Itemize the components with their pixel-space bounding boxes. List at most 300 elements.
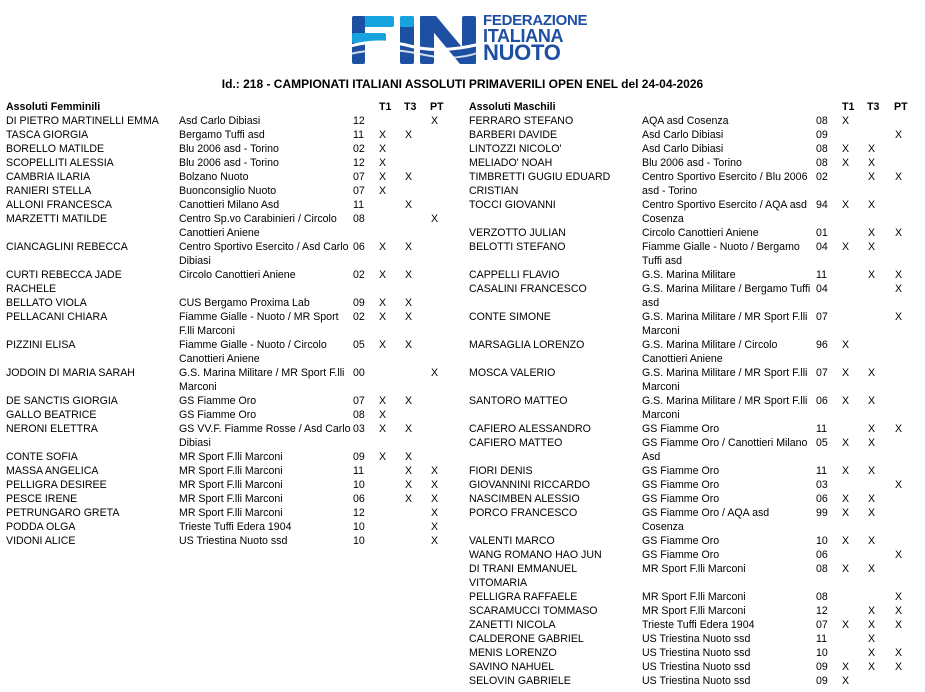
athlete-name: SAVINO NAHUEL [469, 661, 555, 673]
table-row [6, 240, 446, 268]
athlete-name: WANG ROMANO HAO JUN [469, 549, 602, 561]
birth-year: 10 [353, 535, 365, 547]
mark-t1: X [842, 143, 850, 155]
club-name: US Triestina Nuoto ssd [642, 661, 751, 673]
athlete-name: GIOVANNINI RICCARDO [469, 479, 591, 491]
mark-t1: X [842, 115, 850, 127]
birth-year: 99 [816, 507, 828, 519]
club-name: Canottieri Milano Asd [179, 199, 280, 211]
table-row [6, 492, 446, 506]
table-row [469, 646, 919, 660]
birth-year: 02 [816, 171, 828, 183]
table-row [6, 198, 446, 212]
birth-year: 11 [353, 465, 364, 477]
mark-t1: X [842, 535, 850, 547]
club-name: US Triestina Nuoto ssd [642, 647, 751, 659]
birth-year: 03 [353, 423, 365, 435]
athlete-name: CALDERONE GABRIEL [469, 633, 584, 645]
table-row [6, 450, 446, 464]
table-row [469, 142, 919, 156]
athlete-name: TASCA GIORGIA [6, 129, 89, 141]
birth-year: 01 [816, 227, 828, 239]
club-name: GS Fiamme Oro / AQA asd Cosenza [642, 507, 770, 533]
birth-year: 10 [816, 647, 828, 659]
table-row [6, 464, 446, 478]
mark-t1: X [379, 157, 387, 169]
mark-t3: X [405, 311, 413, 323]
mark-t1: X [842, 157, 850, 169]
athlete-name: BORELLO MATILDE [6, 143, 105, 155]
table-row [469, 632, 919, 646]
club-name: G.S. Marina Militare [642, 269, 736, 281]
club-name: Trieste Tuffi Edera 1904 [179, 521, 292, 533]
birth-year: 10 [353, 479, 365, 491]
club-name: Fiamme Gialle - Nuoto / MR Sport F.lli Marconi [179, 311, 339, 337]
female-rows [6, 114, 446, 548]
birth-year: 11 [816, 269, 827, 281]
table-row [6, 366, 446, 394]
mark-t3: X [868, 199, 876, 211]
athlete-name: PIZZINI ELISA [6, 339, 76, 351]
club-name: GS Fiamme Oro [642, 479, 720, 491]
birth-year: 12 [353, 157, 365, 169]
club-name: MR Sport F.lli Marconi [642, 605, 746, 617]
athlete-name: CASALINI FRANCESCO [469, 283, 587, 295]
athlete-name: SCARAMUCCI TOMMASO [469, 605, 598, 617]
athlete-name: CONTE SIMONE [469, 311, 551, 323]
birth-year: 12 [353, 507, 365, 519]
male-rows [469, 114, 919, 688]
club-name: Asd Carlo Dibiasi [642, 143, 724, 155]
birth-year: 08 [816, 157, 828, 169]
athlete-name: ZANETTI NICOLA [469, 619, 556, 631]
mark-t3: X [405, 171, 413, 183]
table-row [469, 674, 919, 688]
birth-year: 08 [816, 115, 828, 127]
logo-line-nuoto: NUOTO [483, 40, 561, 65]
birth-year: 96 [816, 339, 828, 351]
table-row [6, 394, 446, 408]
athlete-name: NASCIMBEN ALESSIO [469, 493, 580, 505]
mark-pt: X [431, 507, 439, 519]
mark-pt: X [431, 367, 439, 379]
club-name: Asd Carlo Dibiasi [179, 115, 261, 127]
birth-year: 12 [816, 605, 828, 617]
athlete-name: PODDA OLGA [6, 521, 76, 533]
athlete-name: CAFIERO ALESSANDRO [469, 423, 591, 435]
mark-pt: X [895, 479, 903, 491]
mark-pt: X [895, 311, 903, 323]
athlete-name: FIORI DENIS [469, 465, 533, 477]
athlete-name: MELIADO' NOAH [469, 157, 553, 169]
athlete-name: PETRUNGARO GRETA [6, 507, 120, 519]
birth-year: 07 [816, 311, 828, 323]
mark-t1: X [379, 269, 387, 281]
mark-pt: X [431, 521, 439, 533]
table-row [469, 590, 919, 604]
birth-year: 11 [816, 633, 827, 645]
club-name: AQA asd Cosenza [642, 115, 729, 127]
logo-line-italiana: ITALIANA [483, 26, 564, 46]
mark-pt: X [895, 619, 903, 631]
birth-year: 06 [816, 493, 828, 505]
table-row [6, 184, 446, 198]
club-name: Circolo Canottieri Aniene [642, 227, 759, 239]
mark-pt: X [895, 591, 903, 603]
male-col-t3: T3 [867, 101, 880, 113]
club-name: GS Fiamme Oro [642, 465, 720, 477]
club-name: Bergamo Tuffi asd [179, 129, 265, 141]
mark-t1: X [379, 297, 387, 309]
mark-pt: X [895, 171, 903, 183]
mark-t3: X [868, 605, 876, 617]
athlete-name: BARBERI DAVIDE [469, 129, 558, 141]
athlete-name: PELLIGRA RAFFAELE [469, 591, 578, 603]
mark-t3: X [868, 227, 876, 239]
birth-year: 06 [816, 549, 828, 561]
table-row [6, 534, 446, 548]
club-name: Centro Sp.vo Carabinieri / Circolo Canottieri Aniene [179, 213, 337, 239]
table-row [6, 170, 446, 184]
birth-year: 07 [353, 171, 365, 183]
birth-year: 10 [816, 535, 828, 547]
mark-t1: X [379, 339, 387, 351]
birth-year: 02 [353, 143, 365, 155]
club-name: Centro Sportivo Esercito / Blu 2006 asd - Torino [642, 171, 808, 197]
birth-year: 03 [816, 479, 828, 491]
birth-year: 04 [816, 241, 828, 253]
table-row [469, 604, 919, 618]
athlete-name: VALENTI MARCO [469, 535, 555, 547]
mark-t1: X [379, 395, 387, 407]
female-table [6, 100, 446, 548]
birth-year: 11 [353, 199, 364, 211]
birth-year: 02 [353, 311, 365, 323]
table-row [469, 548, 919, 562]
athlete-name: JODOIN DI MARIA SARAH [6, 367, 135, 379]
mark-pt: X [431, 493, 439, 505]
athlete-name: DE SANCTIS GIORGIA [6, 395, 118, 407]
mark-t3: X [868, 171, 876, 183]
table-row [6, 338, 446, 366]
club-name: GS Fiamme Oro / Canottieri Milano Asd [642, 437, 808, 463]
mark-t3: X [868, 437, 876, 449]
club-name: G.S. Marina Militare / MR Sport F.lli Marconi [642, 395, 808, 421]
birth-year: 08 [816, 563, 828, 575]
birth-year: 05 [353, 339, 365, 351]
club-name: GS Fiamme Oro [642, 535, 720, 547]
table-row [6, 520, 446, 534]
mark-t3: X [405, 465, 413, 477]
birth-year: 08 [353, 213, 365, 225]
mark-t3: X [405, 297, 413, 309]
club-name: Fiamme Gialle - Nuoto / Bergamo Tuffi asd [642, 241, 800, 267]
male-table-header [469, 100, 919, 114]
table-row [6, 128, 446, 142]
athlete-name: PELLACANI CHIARA [6, 311, 108, 323]
club-name: Circolo Canottieri Aniene [179, 269, 296, 281]
mark-pt: X [431, 479, 439, 491]
mark-t3: X [405, 199, 413, 211]
female-col-t3: T3 [404, 101, 417, 113]
athlete-name: MENIS LORENZO [469, 647, 557, 659]
birth-year: 07 [816, 367, 828, 379]
athlete-name: GALLO BEATRICE [6, 409, 97, 421]
table-row [469, 226, 919, 240]
table-row [469, 422, 919, 436]
mark-t3: X [405, 339, 413, 351]
athlete-name: MARSAGLIA LORENZO [469, 339, 585, 351]
athlete-name: DI TRANI EMMANUEL VITOMARIA [469, 563, 577, 589]
club-name: Blu 2006 asd - Torino [642, 157, 742, 169]
mark-pt: X [895, 549, 903, 561]
birth-year: 11 [816, 423, 827, 435]
mark-t3: X [868, 633, 876, 645]
birth-year: 09 [816, 675, 828, 687]
mark-t3: X [405, 395, 413, 407]
birth-year: 04 [816, 283, 828, 295]
logo-line-federazione: FEDERAZIONE [483, 12, 588, 29]
table-row [469, 114, 919, 128]
table-row [469, 436, 919, 464]
table-row [469, 170, 919, 198]
table-row [469, 464, 919, 478]
athlete-name: DI PIETRO MARTINELLI EMMA [6, 115, 159, 127]
mark-t1: X [842, 661, 850, 673]
mark-t1: X [842, 395, 850, 407]
table-row [469, 268, 919, 282]
mark-t3: X [868, 367, 876, 379]
club-name: MR Sport F.lli Marconi [179, 479, 283, 491]
mark-t3: X [405, 451, 413, 463]
table-row [6, 506, 446, 520]
birth-year: 09 [353, 451, 365, 463]
female-col-pt: PT [430, 101, 444, 113]
table-row [469, 618, 919, 632]
mark-t3: X [868, 535, 876, 547]
athlete-name: CONTE SOFIA [6, 451, 78, 463]
mark-t3: X [868, 647, 876, 659]
page-title: Id.: 218 - CAMPIONATI ITALIANI ASSOLUTI PRIMAVERILI OPEN ENEL del 24-04-2026 [221, 77, 704, 91]
birth-year: 10 [353, 521, 365, 533]
mark-t1: X [842, 493, 850, 505]
club-name: Asd Carlo Dibiasi [642, 129, 724, 141]
mark-t3: X [868, 269, 876, 281]
athlete-name: MASSA ANGELICA [6, 465, 99, 477]
athlete-name: MARZETTI MATILDE [6, 213, 108, 225]
mark-t1: X [842, 619, 850, 631]
mark-pt: X [431, 535, 439, 547]
athlete-name: PORCO FRANCESCO [469, 507, 578, 519]
athlete-name: TOCCI GIOVANNI [469, 199, 556, 211]
athlete-name: PESCE IRENE [6, 493, 78, 505]
mark-t1: X [842, 675, 850, 687]
mark-t1: X [379, 311, 387, 323]
mark-t1: X [379, 185, 387, 197]
mark-t1: X [379, 409, 387, 421]
club-name: Blu 2006 asd - Torino [179, 143, 279, 155]
mark-pt: X [431, 115, 439, 127]
table-row [469, 156, 919, 170]
mark-pt: X [895, 129, 903, 141]
birth-year: 07 [816, 619, 828, 631]
athlete-name: VIDONI ALICE [6, 535, 76, 547]
table-row [6, 296, 446, 310]
table-row [6, 408, 446, 422]
club-name: G.S. Marina Militare / MR Sport F.lli Marconi [642, 367, 808, 393]
mark-pt: X [895, 423, 903, 435]
table-row [469, 310, 919, 338]
athlete-name: BELOTTI STEFANO [469, 241, 566, 253]
athlete-name: CURTI REBECCA JADE RACHELE [6, 269, 122, 295]
athlete-name: VERZOTTO JULIAN [469, 227, 566, 239]
mark-pt: X [431, 465, 439, 477]
mark-t3: X [405, 423, 413, 435]
club-name: GS Fiamme Oro [642, 493, 720, 505]
table-row [6, 156, 446, 170]
table-row [469, 534, 919, 548]
athlete-name: FERRARO STEFANO [469, 115, 574, 127]
birth-year: 05 [816, 437, 828, 449]
club-name: GS Fiamme Oro [179, 395, 257, 407]
birth-year: 09 [816, 661, 828, 673]
athlete-name: MOSCA VALERIO [469, 367, 556, 379]
club-name: G.S. Marina Militare / Bergamo Tuffi asd [642, 283, 811, 309]
mark-t3: X [868, 507, 876, 519]
club-name: MR Sport F.lli Marconi [642, 591, 746, 603]
athlete-name: TIMBRETTI GUGIU EDUARD CRISTIAN [469, 171, 611, 197]
female-table-header [6, 100, 446, 114]
table-row [469, 506, 919, 534]
birth-year: 06 [353, 241, 365, 253]
mark-t1: X [842, 339, 850, 351]
birth-year: 08 [816, 143, 828, 155]
mark-t3: X [868, 619, 876, 631]
mark-t3: X [868, 157, 876, 169]
table-row [469, 366, 919, 394]
birth-year: 11 [816, 465, 827, 477]
athlete-name: BELLATO VIOLA [6, 297, 87, 309]
mark-t1: X [842, 465, 850, 477]
mark-t1: X [842, 437, 850, 449]
mark-t1: X [379, 143, 387, 155]
club-name: MR Sport F.lli Marconi [179, 465, 283, 477]
table-row [469, 660, 919, 674]
mark-t3: X [868, 465, 876, 477]
club-name: Centro Sportivo Esercito / AQA asd Cosenza [642, 199, 807, 225]
birth-year: 08 [353, 409, 365, 421]
mark-t1: X [379, 171, 387, 183]
female-heading: Assoluti Femminili [6, 101, 101, 113]
birth-year: 07 [353, 185, 365, 197]
club-name: Centro Sportivo Esercito / Asd Carlo Dibiasi [179, 241, 349, 267]
athlete-name: LINTOZZI NICOLO' [469, 143, 562, 155]
mark-t1: X [842, 507, 850, 519]
mark-t3: X [405, 129, 413, 141]
table-row [469, 128, 919, 142]
birth-year: 09 [353, 297, 365, 309]
birth-year: 12 [353, 115, 365, 127]
mark-pt: X [895, 227, 903, 239]
table-row [469, 562, 919, 590]
mark-pt: X [895, 605, 903, 617]
male-table [469, 100, 919, 688]
athlete-name: RANIERI STELLA [6, 185, 92, 197]
mark-pt: X [431, 213, 439, 225]
club-name: US Triestina Nuoto ssd [179, 535, 288, 547]
athlete-name: CIANCAGLINI REBECCA [6, 241, 128, 253]
club-name: G.S. Marina Militare / Circolo Canottieri Aniene [642, 339, 778, 365]
table-row [469, 338, 919, 366]
mark-t3: X [405, 479, 413, 491]
club-name: MR Sport F.lli Marconi [179, 451, 283, 463]
athlete-name: SANTORO MATTEO [469, 395, 568, 407]
table-row [6, 268, 446, 296]
birth-year: 11 [353, 129, 364, 141]
club-name: GS VV.F. Fiamme Rosse / Asd Carlo Dibiasi [179, 423, 351, 449]
male-heading: Assoluti Maschili [469, 101, 556, 113]
club-name: CUS Bergamo Proxima Lab [179, 297, 310, 309]
male-col-pt: PT [894, 101, 908, 113]
mark-t1: X [842, 367, 850, 379]
mark-t3: X [405, 241, 413, 253]
table-row [469, 394, 919, 422]
table-row [469, 282, 919, 310]
athlete-name: PELLIGRA DESIREE [6, 479, 107, 491]
mark-t1: X [379, 129, 387, 141]
athlete-name: CAPPELLI FLAVIO [469, 269, 560, 281]
club-name: GS Fiamme Oro [179, 409, 257, 421]
birth-year: 07 [353, 395, 365, 407]
mark-t3: X [868, 395, 876, 407]
club-name: MR Sport F.lli Marconi [642, 563, 746, 575]
mark-t3: X [868, 423, 876, 435]
birth-year: 08 [816, 591, 828, 603]
club-name: G.S. Marina Militare / MR Sport F.lli Marconi [642, 311, 808, 337]
table-row [6, 478, 446, 492]
mark-t1: X [842, 199, 850, 211]
athlete-name: CAFIERO MATTEO [469, 437, 563, 449]
mark-t3: X [405, 493, 413, 505]
mark-t3: X [868, 241, 876, 253]
table-row [6, 114, 446, 128]
table-row [469, 240, 919, 268]
birth-year: 94 [816, 199, 828, 211]
athlete-name: SELOVIN GABRIELE [469, 675, 571, 687]
athlete-name: CAMBRIA ILARIA [6, 171, 91, 183]
club-name: US Triestina Nuoto ssd [642, 675, 751, 687]
mark-t1: X [842, 563, 850, 575]
mark-t3: X [868, 143, 876, 155]
athlete-name: NERONI ELETTRA [6, 423, 98, 435]
birth-year: 00 [353, 367, 365, 379]
mark-pt: X [895, 661, 903, 673]
birth-year: 02 [353, 269, 365, 281]
birth-year: 06 [353, 493, 365, 505]
mark-pt: X [895, 647, 903, 659]
table-row [469, 478, 919, 492]
table-row [6, 422, 446, 450]
table-row [6, 212, 446, 240]
table-row [6, 142, 446, 156]
mark-t1: X [842, 241, 850, 253]
mark-pt: X [895, 283, 903, 295]
mark-t1: X [379, 423, 387, 435]
mark-t3: X [868, 661, 876, 673]
club-name: Fiamme Gialle - Nuoto / Circolo Canottieri Aniene [179, 339, 327, 365]
mark-pt: X [895, 269, 903, 281]
mark-t3: X [868, 493, 876, 505]
